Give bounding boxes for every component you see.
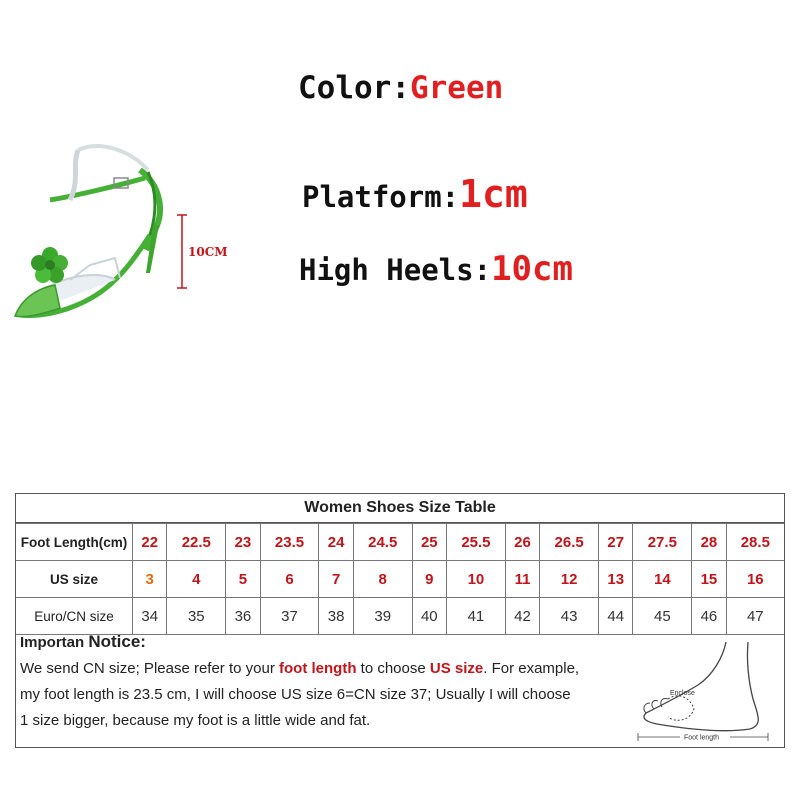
foot-measure-diagram — [628, 637, 778, 742]
notice-title-part: Importan — [20, 634, 89, 651]
heel-value: 10cm — [491, 249, 573, 289]
heel-label: High Heels: — [299, 253, 492, 287]
table-cell: 42 — [505, 598, 539, 635]
notice-highlight: foot length — [279, 660, 357, 677]
table-cell: 23 — [226, 524, 260, 561]
table-cell: 24 — [319, 524, 353, 561]
table-cell: 40 — [412, 598, 446, 635]
table-cell: 22 — [133, 524, 167, 561]
table-cell: 10 — [447, 561, 506, 598]
notice-text: . For example, — [483, 660, 580, 677]
notice-title-part: Notice: — [88, 632, 146, 651]
row-label-euro-cn-size: Euro/CN size — [16, 598, 133, 635]
enclose-label: Enclose — [670, 690, 695, 697]
foot-length-label: Foot length — [684, 734, 720, 742]
notice-line — [20, 656, 630, 682]
table-row — [16, 524, 784, 561]
table-cell: 26.5 — [540, 524, 599, 561]
table-cell: 15 — [692, 561, 726, 598]
table-cell: 24.5 — [353, 524, 412, 561]
table-cell: 4 — [167, 561, 226, 598]
notice-highlight: US size — [429, 660, 484, 677]
notice-text: We send CN size; Please refer to your — [20, 660, 279, 677]
ankle-strap — [50, 178, 145, 200]
table-cell: 9 — [412, 561, 446, 598]
table-cell: 28 — [692, 524, 726, 561]
row-label-foot-length: Foot Length(cm) — [16, 524, 133, 561]
table-cell: 8 — [353, 561, 412, 598]
heel-spec — [299, 249, 573, 289]
table-cell: 28.5 — [726, 524, 784, 561]
table-cell: 36 — [226, 598, 260, 635]
row-label-us-size: US size — [16, 561, 133, 598]
table-row — [16, 561, 784, 598]
table-cell: 44 — [599, 598, 633, 635]
table-cell: 37 — [260, 598, 319, 635]
table-cell: 5 — [226, 561, 260, 598]
size-table — [16, 523, 784, 635]
color-value: Green — [409, 70, 504, 106]
table-cell: 27.5 — [633, 524, 692, 561]
size-notice — [16, 629, 630, 734]
table-cell: 25 — [412, 524, 446, 561]
table-cell: 7 — [319, 561, 353, 598]
shoe-image — [10, 140, 250, 340]
table-cell: 27 — [599, 524, 633, 561]
table-cell: 35 — [167, 598, 226, 635]
platform-label: Platform: — [302, 180, 460, 214]
table-cell: 41 — [447, 598, 506, 635]
table-cell: 46 — [692, 598, 726, 635]
notice-line: my foot length is 23.5 cm, I will choose US size 6=CN size 37; Usually I will choose — [20, 686, 571, 703]
table-cell: 25.5 — [447, 524, 506, 561]
table-cell: 38 — [319, 598, 353, 635]
table-cell: 11 — [505, 561, 539, 598]
color-label: Color: — [298, 70, 410, 106]
flower-icon — [31, 247, 68, 283]
table-cell: 6 — [260, 561, 319, 598]
notice-line: 1 size bigger, because my foot is a little wide and fat. — [20, 712, 371, 729]
size-table-panel — [15, 493, 785, 748]
notice-title — [20, 629, 630, 656]
table-cell: 12 — [540, 561, 599, 598]
table-cell: 16 — [726, 561, 784, 598]
size-table-title: Women Shoes Size Table — [16, 494, 784, 523]
clear-strap — [78, 146, 148, 170]
platform-value: 1cm — [459, 172, 528, 216]
platform-spec — [302, 172, 528, 216]
table-cell: 34 — [133, 598, 167, 635]
table-cell: 39 — [353, 598, 412, 635]
table-cell: 13 — [599, 561, 633, 598]
table-cell: 22.5 — [167, 524, 226, 561]
table-cell: 26 — [505, 524, 539, 561]
table-cell: 14 — [633, 561, 692, 598]
table-cell: 3 — [133, 561, 167, 598]
table-cell: 47 — [726, 598, 784, 635]
heel-measure-label: 10CM — [188, 245, 228, 259]
color-spec — [298, 70, 503, 106]
foot-outline-icon — [644, 642, 758, 731]
table-cell: 23.5 — [260, 524, 319, 561]
table-cell: 45 — [633, 598, 692, 635]
notice-text: to choose — [356, 660, 430, 677]
table-cell: 43 — [540, 598, 599, 635]
